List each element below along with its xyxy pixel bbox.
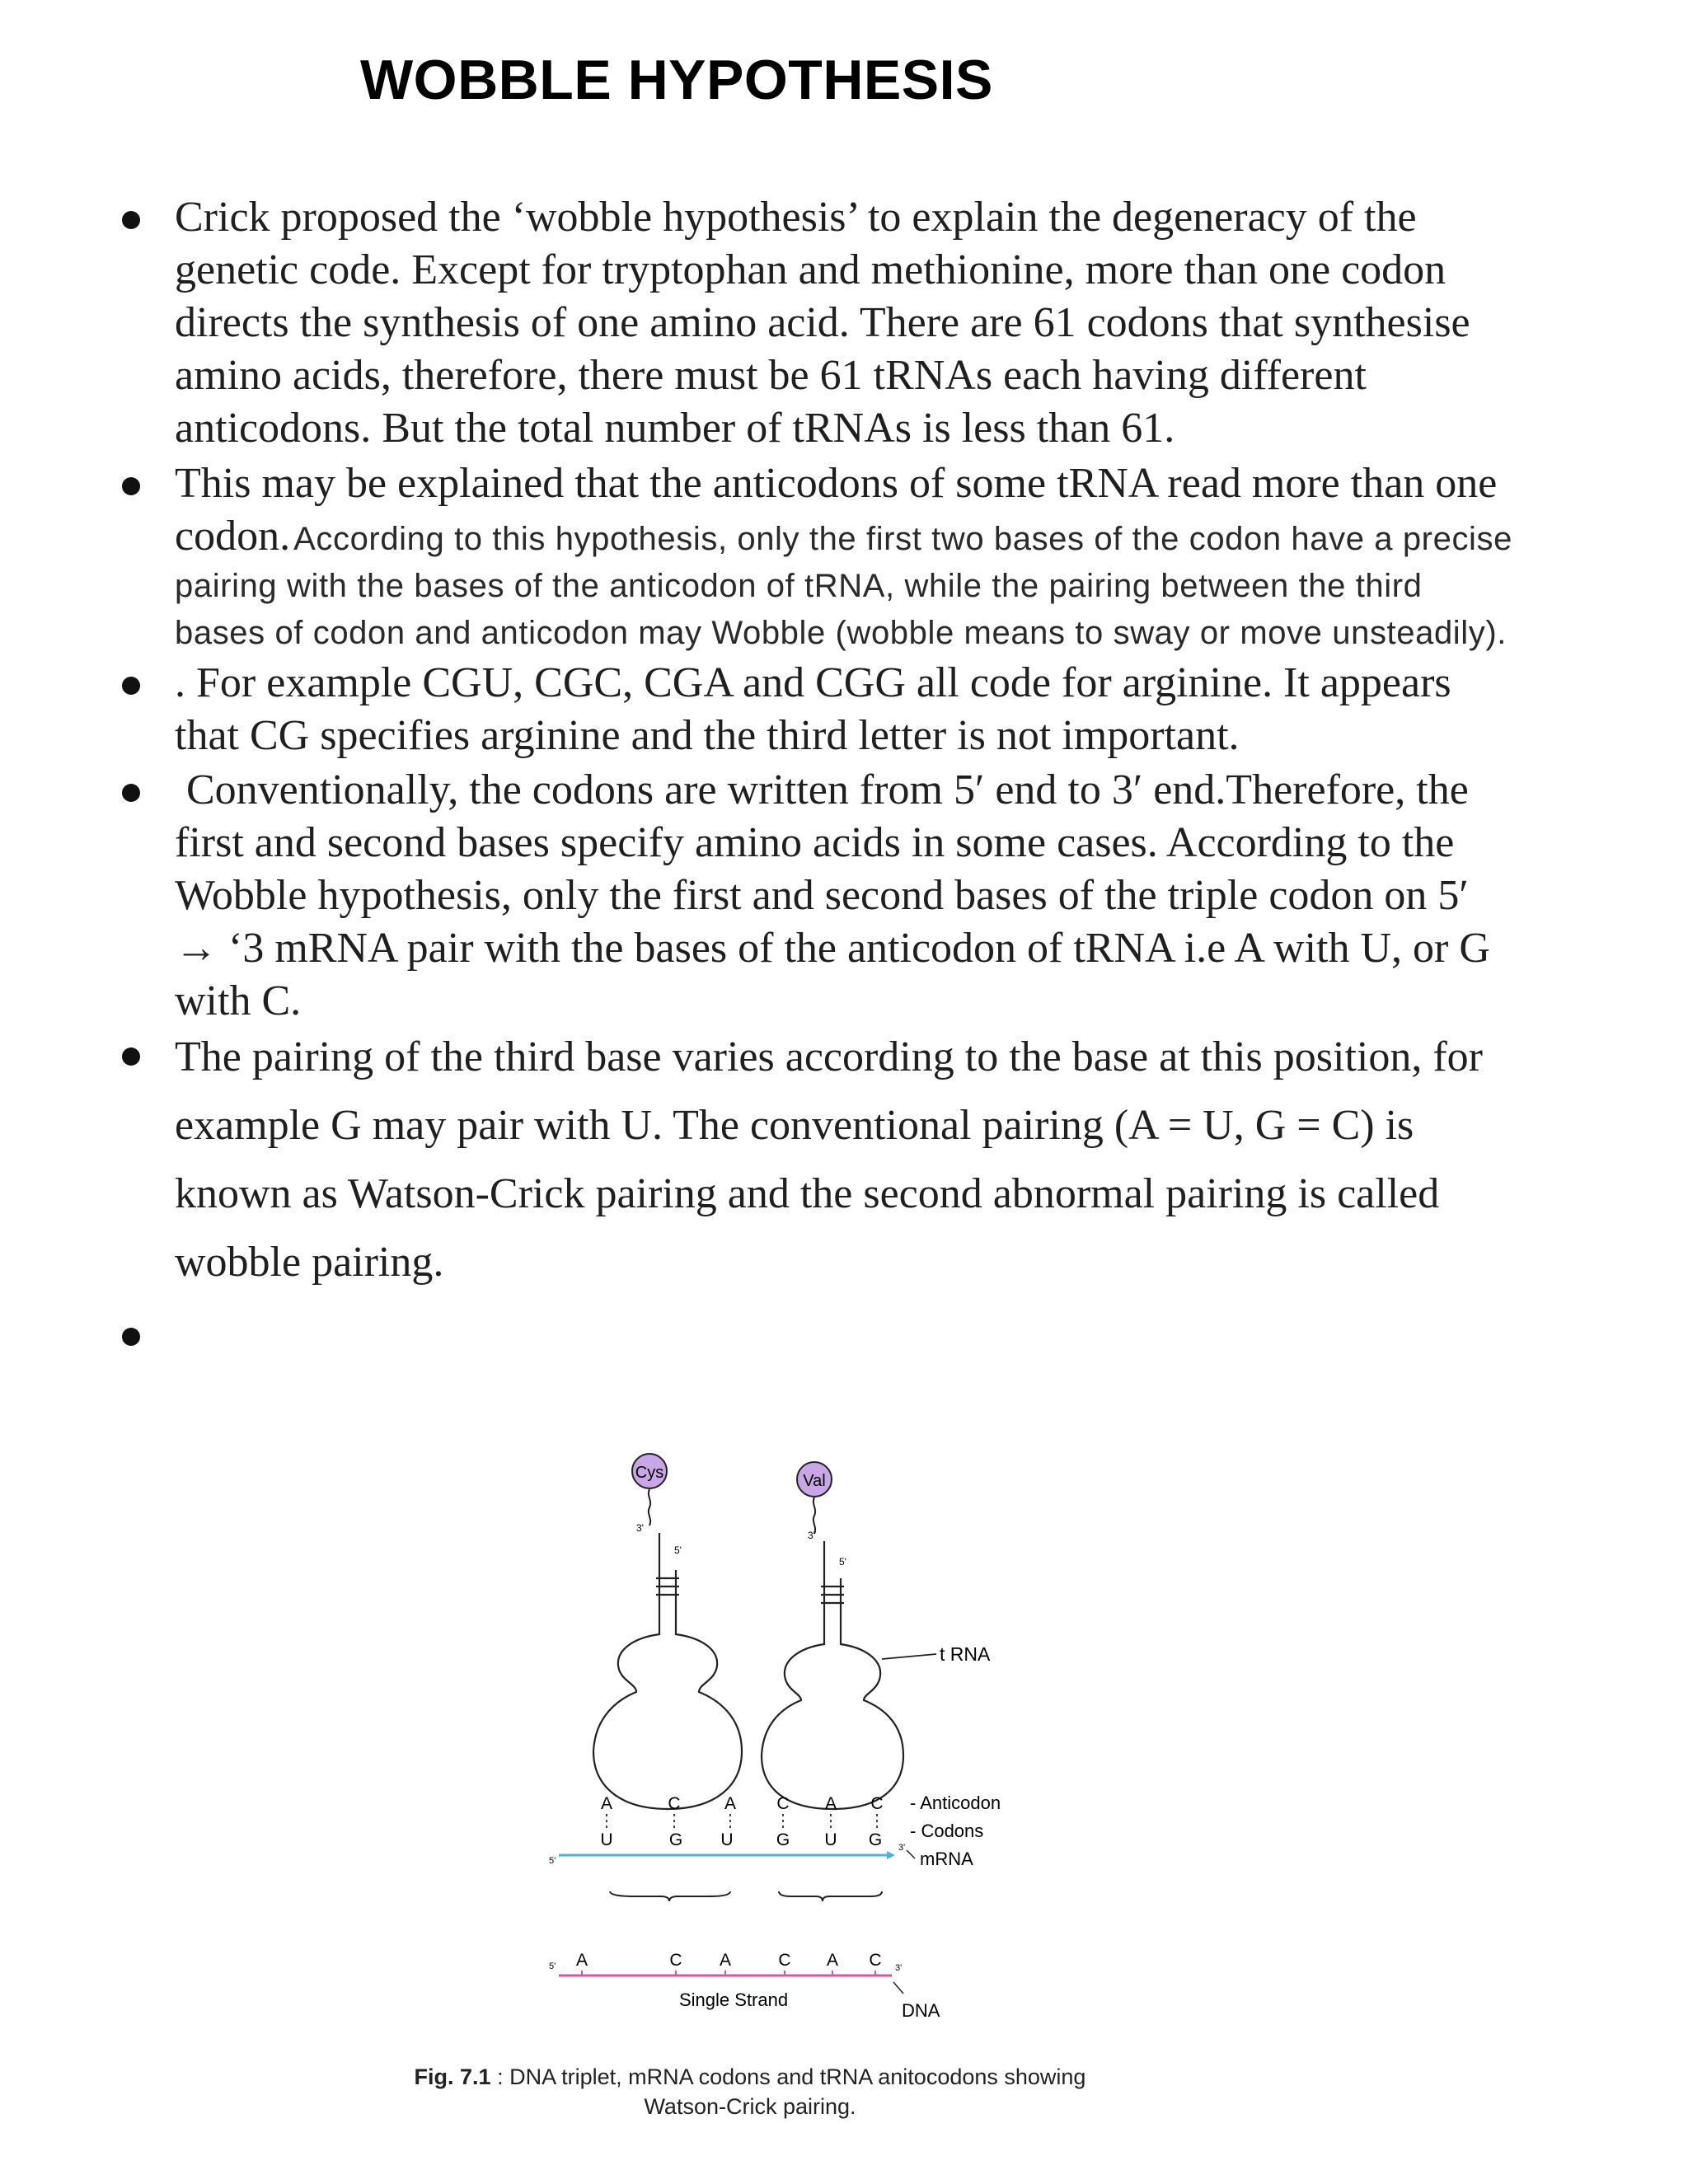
list-item [115, 1311, 1517, 1361]
codon-base: U [720, 1830, 734, 1849]
dna-row [576, 1951, 882, 1970]
codon-braces [610, 1891, 882, 1901]
amino-left-label: Cys [635, 1464, 664, 1482]
prime-label: 3' [895, 1963, 903, 1973]
bullet-dot [122, 784, 140, 802]
codon-base: G [776, 1830, 790, 1849]
codon-base: U [600, 1830, 613, 1849]
dna-base: C [669, 1951, 682, 1970]
dna-base: A [575, 1951, 588, 1970]
page-title: WOBBLE HYPOTHESIS [360, 49, 993, 111]
list-item [115, 1023, 1517, 1296]
bullet-text-serif: This may be explained that the anticodons of some tRNA read more than one codon. [175, 460, 1498, 560]
list-item [115, 191, 1517, 455]
figure-caption [363, 2062, 1137, 2121]
prime-label: 5' [549, 1856, 556, 1866]
dna-base: A [719, 1951, 732, 1970]
bullet-dot [122, 1328, 140, 1346]
bullet-text: Conventionally, the codons are written from 5′ end to 3′ end.Therefore, the first and second bases specify amino acids in some cases. According to the Wobble hypothesis, only the first and second bases of the triple codon on 5′ → ‘3 mRNA pair with the bases of the anticodon of tRNA i.e A with U, or G with C. [175, 766, 1490, 1024]
codon-base: U [824, 1830, 837, 1849]
prime-label: 5' [549, 1961, 556, 1971]
caption-line1: : DNA triplet, mRNA codons and tRNA anitocodons showing [497, 2064, 1086, 2089]
bullet-text: The pairing of the third base varies according to the base at this position, for example G may pair with U. The conventional pairing (A = U, G = C) is known as Watson-Crick pairing and the second abnormal pairing is called wobble pairing. [175, 1033, 1483, 1286]
prime-label: 3' [898, 1843, 906, 1853]
list-item [115, 657, 1517, 762]
anticodon-base: A [824, 1794, 837, 1813]
bullet-list [115, 191, 1517, 1361]
prime-label: 3' [808, 1530, 815, 1541]
anticodon-base: A [600, 1794, 613, 1813]
dna-base: C [778, 1951, 791, 1970]
anticodon-label: - Anticodon [910, 1793, 1001, 1813]
bullet-text-sans: According to this hypothesis, only the first two bases of the codon have a precise pairing with the bases of the anticodon of tRNA, while the pairing between the third bases of codon and anticodon may Wobble (wobble means to sway or move unsteadily). [175, 521, 1512, 651]
list-item [115, 457, 1517, 657]
anticodon-base: C [870, 1794, 884, 1813]
bullet-dot [122, 211, 140, 229]
anticodon-base: A [724, 1794, 737, 1813]
dna-base: A [826, 1951, 839, 1970]
bullet-dot [122, 1047, 140, 1066]
bullet-text [175, 457, 1517, 657]
wobble-figure [544, 1446, 1104, 2040]
bullet-text: . For example CGU, CGC, CGA and CGG all code for arginine. It appears that CG specifies arginine and the third letter is not important. [175, 659, 1451, 759]
mrna-label: mRNA [920, 1849, 973, 1869]
prime-label: 5' [674, 1544, 682, 1556]
bullet-dot [122, 477, 140, 495]
codons-label: - Codons [910, 1821, 984, 1841]
bullet-text: Crick proposed the ‘wobble hypothesis’ to explain the degeneracy of the genetic code. Except for tryptophan and methionine, more than one codon directs the synthesis of one amino acid. There are 61 codons that synthesise amino acids, therefore, there must be 61 tRNAs each having different anticodons. But the total number of tRNAs is less than 61. [175, 194, 1470, 452]
codon-base: G [868, 1830, 883, 1849]
anticodon-base: C [776, 1794, 790, 1813]
bullet-dot [122, 677, 140, 695]
anticodon-row [601, 1794, 884, 1813]
dna-label: DNA [902, 2000, 940, 2021]
amino-right-label: Val [803, 1472, 826, 1490]
dna-base: C [869, 1951, 882, 1970]
prime-label: 3' [636, 1522, 644, 1534]
trna-label: t RNA [940, 1643, 991, 1665]
prime-label: 5' [839, 1556, 846, 1568]
single-strand-label: Single Strand [679, 1990, 789, 2010]
caption-fig-label: Fig. 7.1 [414, 2064, 491, 2089]
pairing-dashes [607, 1814, 877, 1830]
codon-base: G [668, 1830, 683, 1849]
anticodon-base: C [668, 1794, 681, 1813]
list-item [115, 764, 1517, 1028]
caption-line2: Watson-Crick pairing. [644, 2094, 856, 2119]
codon-row [600, 1830, 882, 1849]
trna-left [593, 1533, 742, 1809]
trna-right [762, 1541, 903, 1809]
